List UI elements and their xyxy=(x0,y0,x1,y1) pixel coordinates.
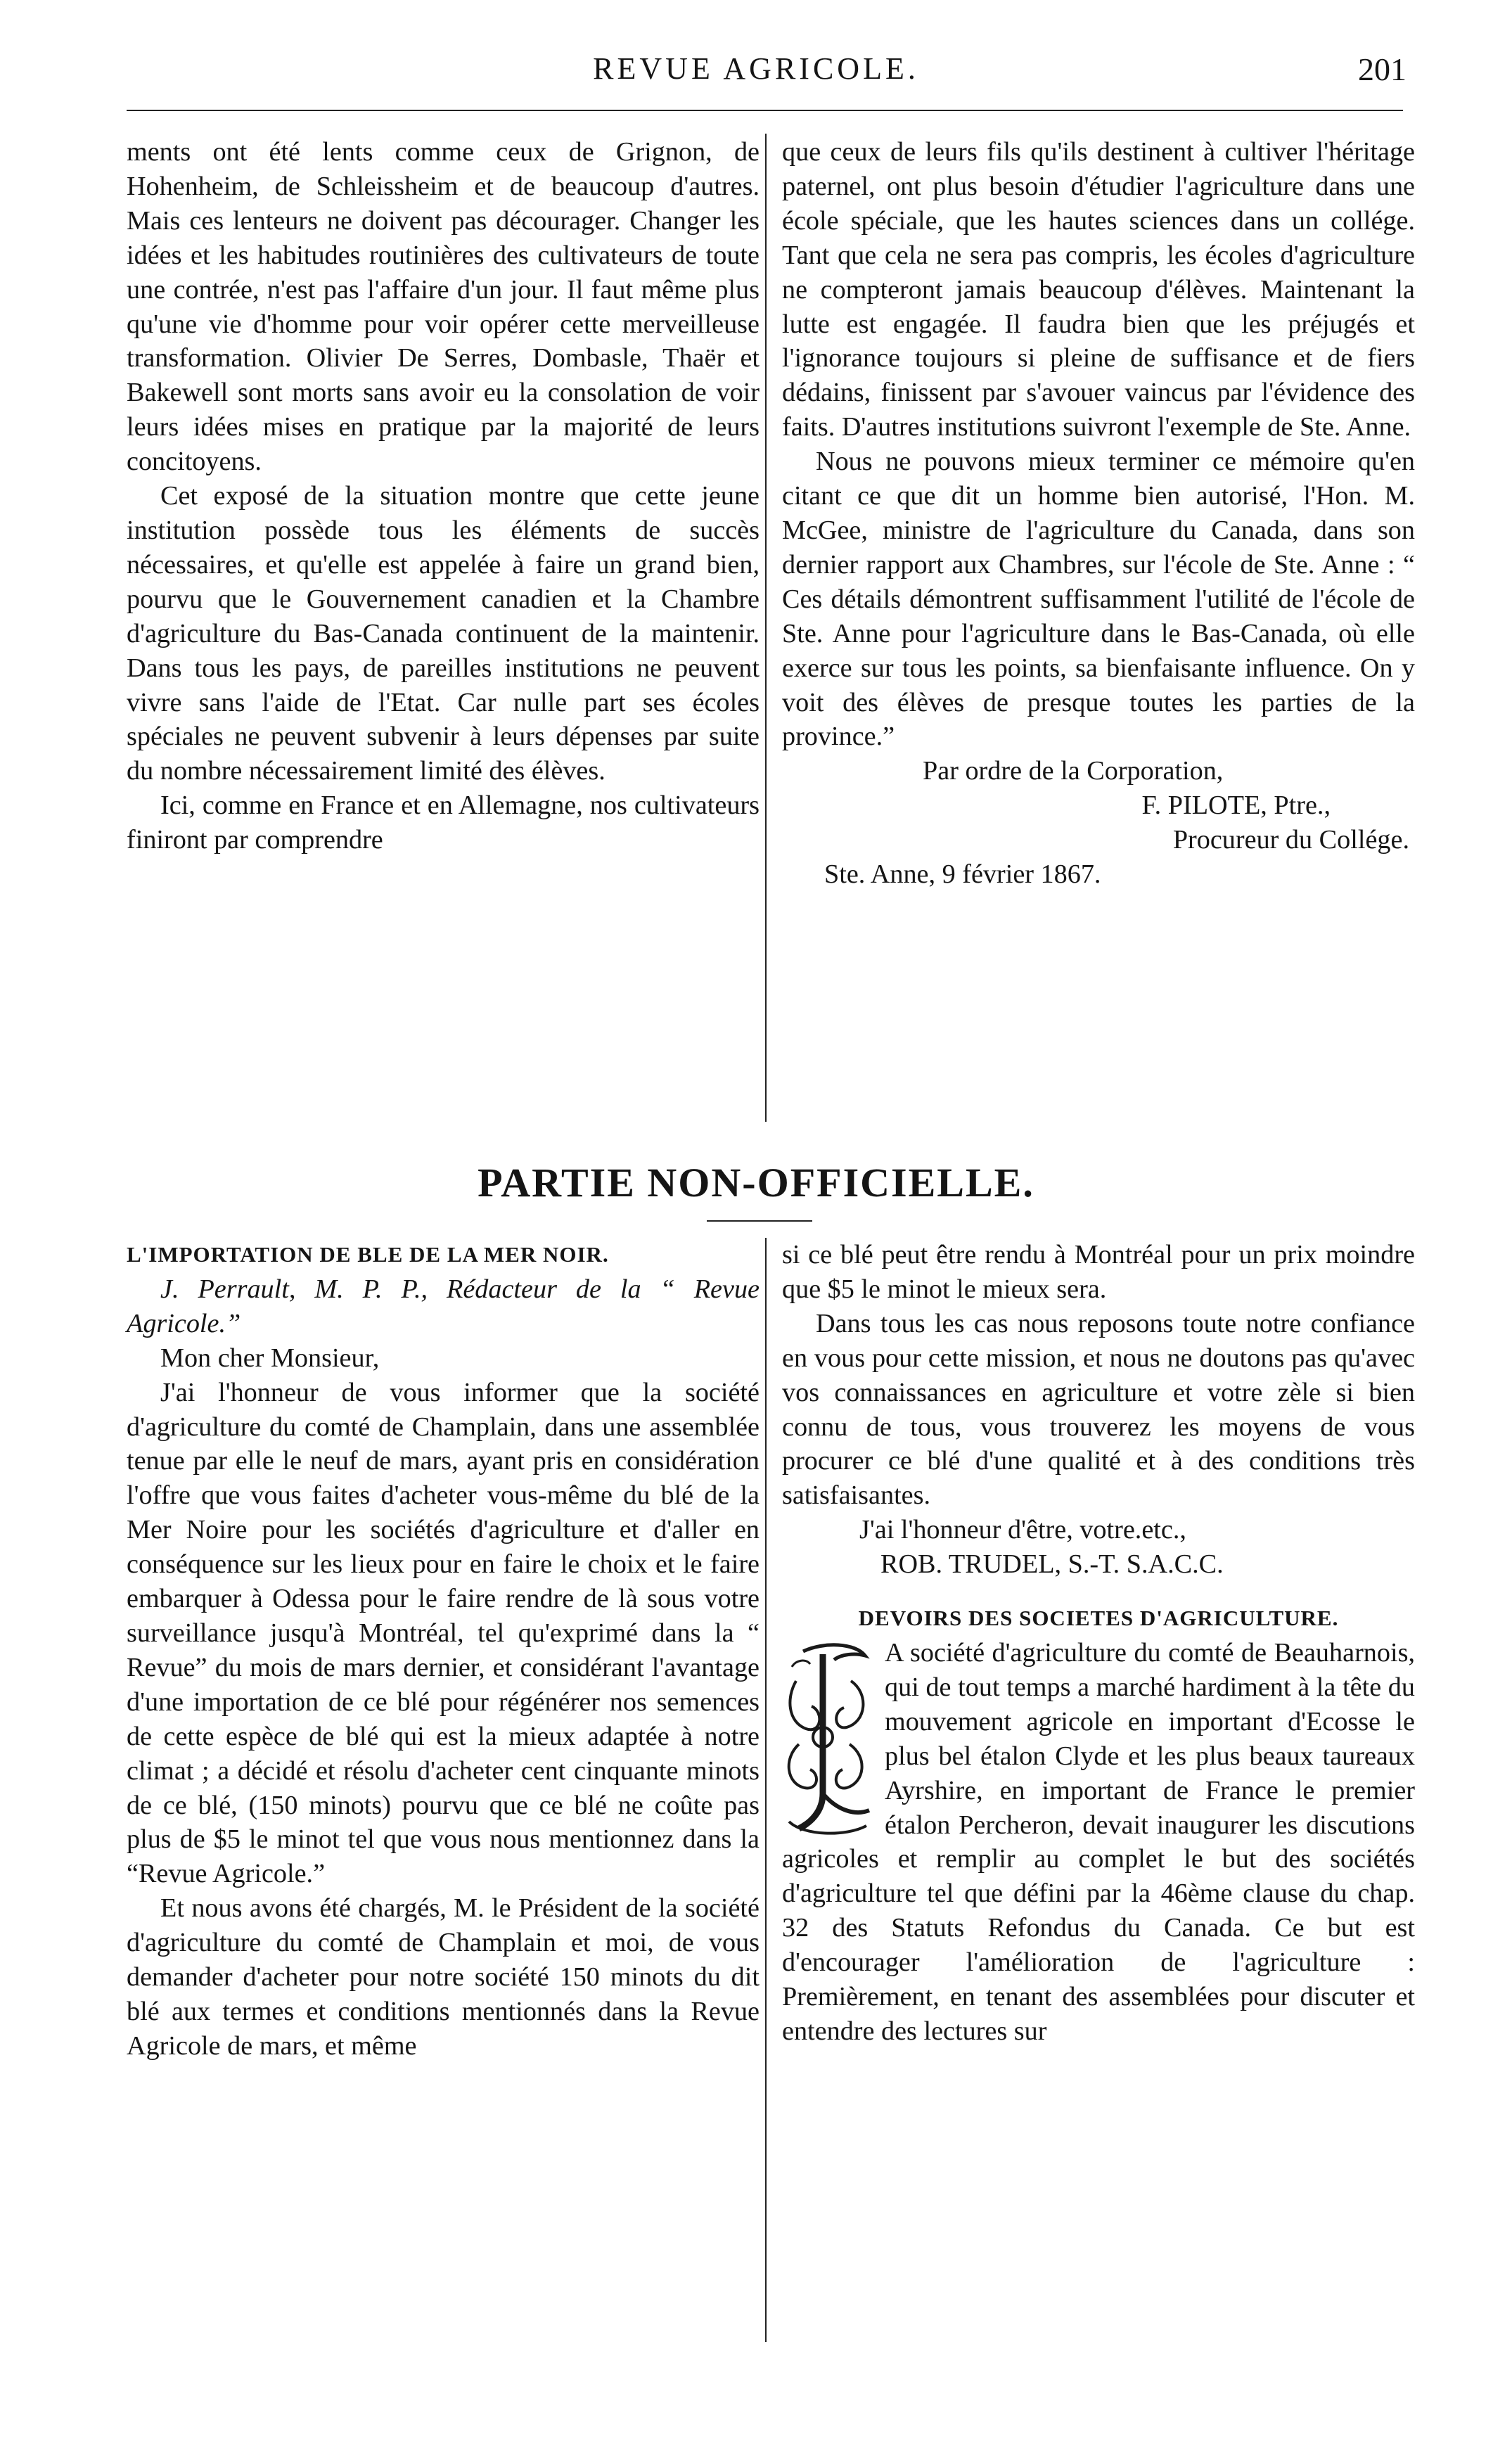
dropcap-ornament-icon xyxy=(782,1639,875,1839)
bottom-right-column xyxy=(782,1238,1415,2049)
header-rule xyxy=(127,110,1403,111)
column-divider xyxy=(765,134,767,1122)
paragraph: si ce blé peut être rendu à Montréal pour un prix moindre que $5 le minot le mieux sera. xyxy=(782,1240,1415,1304)
running-head xyxy=(0,51,1512,93)
paragraph: ments ont été lents comme ceux de Grignon, de Hohenheim, de Schleissheim et de beaucoup d'autres. Mais ces lenteurs ne doivent pas décourager. Changer les idées et les habitudes routinières des cultivateurs de toute une contrée, n'est pas l'affaire d'un jour. Il faut même plus qu'une vie d'homme pour voir opérer cette merveilleuse transformation. Olivier De Serres, Dombasle, Thaër et Bakewell sont morts sans avoir eu la consolation de voir leurs idées mises en pratique par la majorité de leurs concitoyens. xyxy=(127,137,760,477)
article-body xyxy=(782,1636,1415,2049)
paragraph: Nous ne pouvons mieux terminer ce mémoire qu'en citant ce que dit un homme bien autorisé, l'Hon. M. McGee, ministre de l'agriculture du Canada, dans son dernier rapport aux Chambres, sur l'école de Ste. Anne : “ Ces détails démontrent suffisamment l'utilité de l'école de Ste. Anne pour l'agriculture dans le Bas-Canada, où elle exerce sur tous les points, sa bienfaisante influence. On y voit des élèves de presque toutes les parties de la province.” xyxy=(782,447,1415,752)
paragraph: Cet exposé de la situation montre que cette jeune institution possède tous les éléments de succès nécessaires, et qu'elle est appelée à faire un grand bien, pourvu que le Gouvernement canadien et la Chambre d'agriculture du Bas-Canada continuent de la maintenir. Dans tous les pays, de pareilles institutions ne peuvent vivre sans l'aide de l'Etat. Car nulle part ses écoles spéciales ne peuvent subvenir à leurs dépenses par suite du nombre nécessairement limité des élèves. xyxy=(127,481,760,786)
closing-formula: J'ai l'honneur d'être, votre.etc., xyxy=(859,1515,1186,1545)
article-signature: ROB. TRUDEL, S.-T. S.A.C.C. xyxy=(880,1549,1224,1580)
signature-line: Par ordre de la Corporation, xyxy=(923,756,1224,786)
article-addressee: J. Perrault, M. P. P., Rédacteur de la “ Revue Agricole.” xyxy=(127,1274,760,1338)
page-number: 201 xyxy=(1358,51,1407,87)
bottom-left-column xyxy=(127,1238,760,2064)
signature-date: Ste. Anne, 9 février 1867. xyxy=(824,859,1101,890)
column-divider xyxy=(765,1238,767,2342)
article-heading: DEVOIRS DES SOCIETES D'AGRICULTURE. xyxy=(858,1606,1339,1631)
salutation: Mon cher Monsieur, xyxy=(160,1343,380,1373)
paragraph: Ici, comme en France et en Allemagne, nos cultivateurs finiront par comprendre xyxy=(127,791,760,855)
top-left-column xyxy=(127,135,760,857)
signature-name: F. PILOTE, Ptre., xyxy=(1141,791,1331,821)
top-right-column xyxy=(782,135,1415,892)
article-heading: L'IMPORTATION DE BLE DE LA MER NOIR. xyxy=(127,1242,609,1267)
running-title: REVUE AGRICOLE. xyxy=(593,51,919,86)
section-rule xyxy=(707,1220,812,1222)
paragraph: Et nous avons été chargés, M. le Président de la société d'agriculture du comté de Champlain et moi, de vous demander d'acheter pour notre société 150 minots du dit blé aux termes et conditions mentionnés dans la Revue Agricole de mars, et même xyxy=(127,1893,760,2061)
signature-title: Procureur du Collége. xyxy=(1172,825,1409,855)
ornamental-dropcap xyxy=(782,1639,875,1839)
paragraph: que ceux de leurs fils qu'ils destinent à cultiver l'héritage paternel, ont plus besoin d'étudier l'agriculture dans une école spéciale, que les hautes sciences dans un collége. Tant que cela ne sera pas compris, les écoles d'agriculture ne compteront jamais beaucoup d'élèves. Maintenant la lutte est engagée. Il faudra bien que les préjugés et l'ignorance toujours si pleine de suffisance et de fiers dédains, finissent par s'avouer vaincus par l'évidence des faits. D'autres institutions suivront l'exemple de Ste. Anne. xyxy=(782,137,1415,442)
paragraph: Dans tous les cas nous reposons toute notre confiance en vous pour cette mission, et nous ne doutons pas qu'avec vos connaissances en agriculture et votre zèle si bien connu de tous, vous trouverez les moyens de vous procurer ce blé d'une qualité et à des conditions très satisfaisantes. xyxy=(782,1308,1415,1511)
paragraph: J'ai l'honneur de vous informer que la société d'agriculture du comté de Champlain, dans une assemblée tenue par elle le neuf de mars, ayant pris en considération l'offre que vous faites d'acheter vous-même du blé de la Mer Noire pour les sociétés d'agriculture et d'aller en conséquence sur les lieux pour en faire le choix et le faire embarquer à Odessa pour le faire rendre de là sous votre surveillance jusqu'à Montréal, tel qu'exprimé dans la “ Revue” du mois de mars dernier, et considérant l'avantage d'une importation de ce blé pour régénérer nos semences de cette espèce de blé qui est la mieux adaptée à notre climat ; a décidé et résolu d'acheter cent cinquante minots de ce blé, (150 minots) pourvu que ce blé ne coûte pas plus de $5 le minot tel que vous nous mentionnez dans la “Revue Agricole.” xyxy=(127,1377,760,1889)
paragraph: A société d'agriculture du comté de Beauharnois, qui de tout temps a marché hardiment à la tête du mouvement agricole en important d'Ecosse le plus bel étalon Clyde et les plus beaux taureaux Ayrshire, en important de France le premier étalon Percheron, devait inaugurer les discutions agricoles et remplir au complet le but des sociétés d'agriculture tel que défini par la 46ème clause du chap. 32 des Statuts Refondus du Canada. Ce but est d'encourager l'amélioration de l'agriculture : Premièrement, en tenant des assemblées pour discuter et entendre des lectures sur xyxy=(782,1637,1415,2046)
section-title: PARTIE NON-OFFICIELLE. xyxy=(478,1160,1034,1205)
